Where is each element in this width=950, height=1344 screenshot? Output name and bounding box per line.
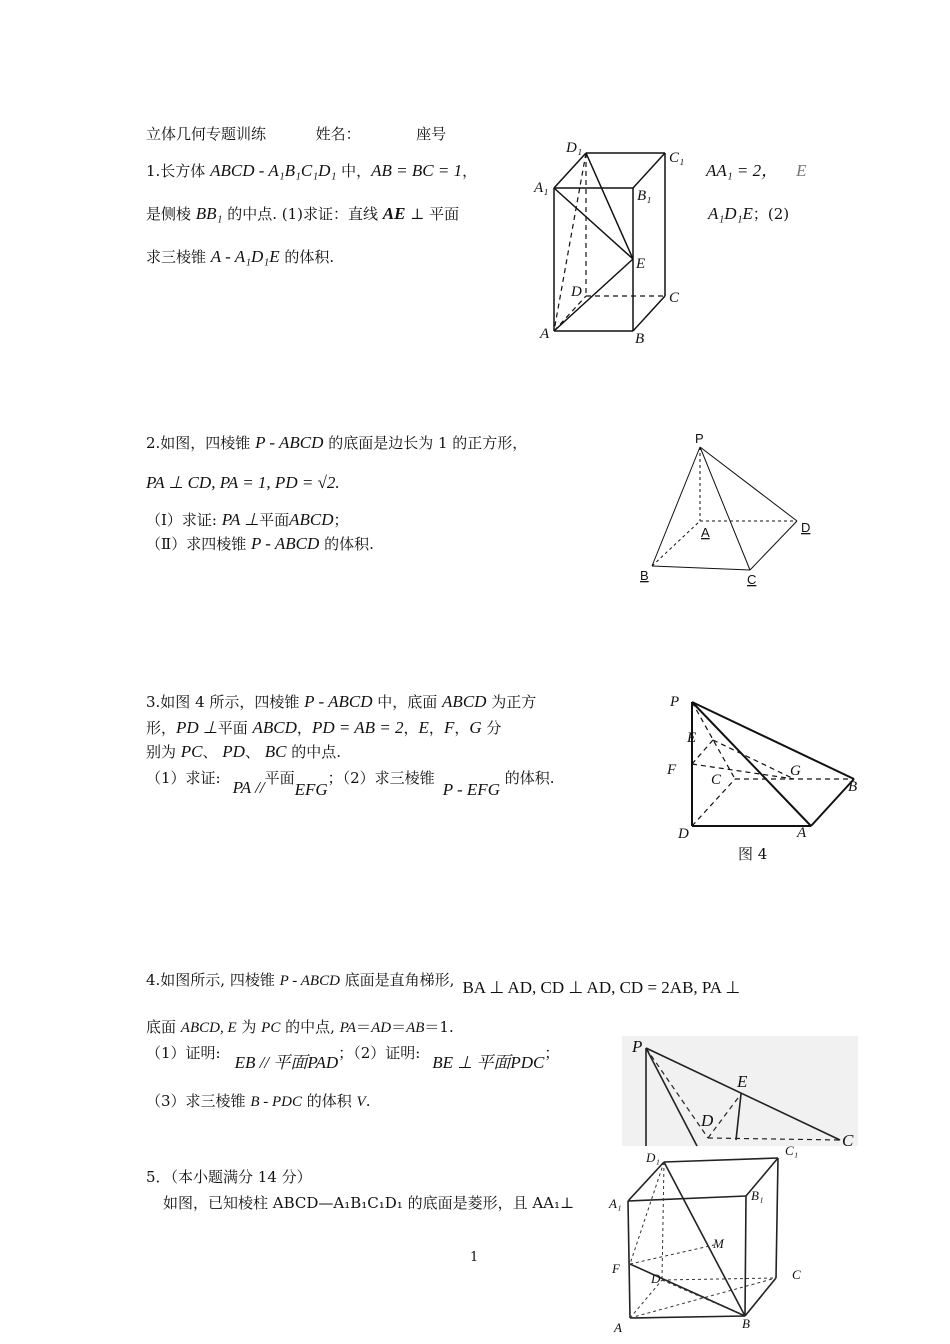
label-B1: B₁ bbox=[751, 1188, 764, 1203]
label-C: C bbox=[792, 1267, 801, 1282]
label-B1: B₁ bbox=[637, 188, 652, 204]
p3-line2: 形，PD ⊥平面 ABCD，PD = AB = 2，E，F，G 分 bbox=[146, 718, 502, 737]
label-C: C bbox=[747, 572, 757, 587]
label-D1: D₁ bbox=[566, 140, 583, 156]
label-E: E bbox=[687, 730, 697, 746]
label-A: A bbox=[701, 525, 710, 540]
p4-line2: 底面 ABCD, E 为 PC 的中点, PA＝AD＝AB＝1. bbox=[146, 1018, 454, 1036]
label-D: D bbox=[701, 1111, 714, 1130]
p2-line3: （Ⅰ）求证: PA ⊥平面ABCD； bbox=[146, 510, 349, 529]
p4-line4: （3）求三棱锥 B - PDC 的体积 V. bbox=[146, 1092, 371, 1110]
p2-line4: （Ⅱ）求四棱锥 P - ABCD 的体积. bbox=[146, 534, 374, 553]
label-E: E bbox=[636, 256, 646, 272]
label-P: P bbox=[632, 1037, 643, 1056]
label-D1: D₁ bbox=[646, 1150, 660, 1165]
label-C: C bbox=[842, 1131, 854, 1150]
p1-line2: 是侧棱 BB₁ 的中点. (1)求证：直线 AE ⊥ 平面 bbox=[146, 204, 460, 223]
label-P: P bbox=[695, 431, 704, 446]
p1-line1: 1.长方体 ABCD - A₁B₁C₁D₁ 中，AB = BC = 1， bbox=[146, 161, 478, 180]
p2-line2: PA ⊥ CD, PA = 1, PD = √2. bbox=[146, 473, 340, 492]
label-C: C bbox=[711, 772, 722, 788]
p3-line3: 别为 PC、 PD、 BC 的中点. bbox=[146, 742, 342, 761]
doc-title: 立体几何专题训练 bbox=[146, 125, 267, 143]
p2-line1: 2.如图，四棱锥 P - ABCD 的底面是边长为 1 的正方形， bbox=[146, 433, 528, 452]
label-P: P bbox=[670, 694, 680, 710]
label-D: D bbox=[801, 520, 811, 535]
p4-line3: （1）证明: EB // 平面PAD；（2）证明: BE ⊥ 平面PDC； bbox=[146, 1044, 560, 1072]
seat-label: 座号 bbox=[416, 125, 447, 143]
label-B: B bbox=[848, 779, 858, 795]
label-F: F bbox=[612, 1261, 620, 1276]
label-B: B bbox=[640, 568, 649, 583]
name-label: 姓名： bbox=[315, 125, 361, 143]
label-B: B bbox=[742, 1316, 750, 1331]
page-number: 1 bbox=[470, 1250, 479, 1265]
p1-line3: 求三棱锥 A - A₁D₁E 的体积. bbox=[146, 247, 335, 266]
p5-line1: 5．（本小题满分 14 分） bbox=[146, 1168, 312, 1186]
p1-line2-right: A₁D₁E；(2) bbox=[708, 204, 790, 223]
label-F: F bbox=[667, 762, 677, 778]
label-G: G bbox=[790, 763, 801, 779]
p3-figure-caption: 图 4 bbox=[738, 845, 768, 863]
label-C1: C₁ bbox=[669, 150, 685, 166]
p3-line1: 3.如图 4 所示，四棱锥 P - ABCD 中，底面 ABCD 为正方 bbox=[146, 692, 537, 711]
p1-line1-right: AA₁ = 2， E bbox=[706, 161, 807, 180]
label-A1: A₁ bbox=[609, 1196, 622, 1211]
label-A: A bbox=[797, 825, 807, 841]
p5-line2: 如图，已知棱柱 ABCD—A₁B₁C₁D₁ 的底面是菱形，且 AA₁⊥ bbox=[163, 1194, 575, 1212]
p3-line4: （1）求证: PA //平面EFG；（2）求三棱锥P - EFG 的体积. bbox=[146, 769, 555, 799]
label-A: A bbox=[540, 326, 550, 342]
label-E: E bbox=[737, 1072, 748, 1091]
label-M: M bbox=[713, 1236, 724, 1251]
label-A1: A₁ bbox=[534, 180, 549, 196]
label-C1: C₁ bbox=[785, 1143, 799, 1158]
label-D: D bbox=[651, 1271, 661, 1286]
label-B: B bbox=[635, 331, 645, 347]
p4-line1: 4.如图所示, 四棱锥 P - ABCD 底面是直角梯形, BA ⊥ AD, CD ⊥ AD, CD = 2AB, PA ⊥ bbox=[146, 971, 741, 997]
label-C: C bbox=[669, 290, 680, 306]
label-D: D bbox=[571, 284, 582, 300]
label-D: D bbox=[678, 826, 689, 842]
label-A: A bbox=[614, 1320, 622, 1335]
